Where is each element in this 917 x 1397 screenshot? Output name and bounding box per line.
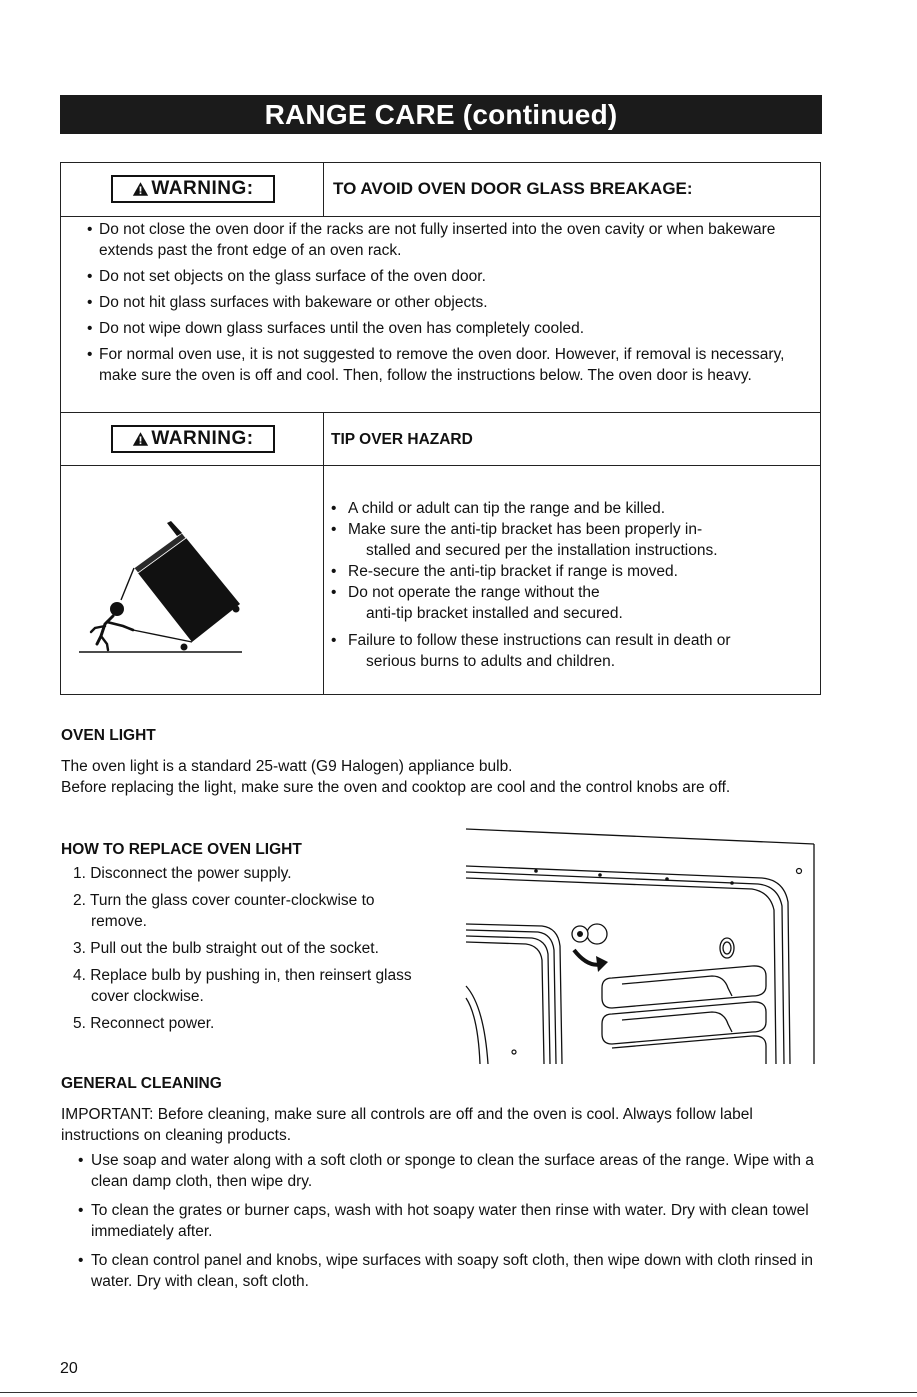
replace-light-title: HOW TO REPLACE OVEN LIGHT	[61, 841, 302, 858]
warning-triangle-icon	[132, 431, 149, 447]
list-item: • Do not wipe down glass surfaces until the oven has completely cooled.	[87, 318, 817, 339]
list-item: • Use soap and water along with a soft cloth or sponge to clean the surface areas of the range. Wipe with a clean damp cloth, then wipe dry.	[78, 1150, 828, 1192]
glass-warning-header-row	[61, 163, 820, 217]
step-item: 3. Pull out the bulb straight out of the socket.	[73, 940, 379, 957]
general-cleaning-list	[78, 1150, 828, 1300]
list-item	[331, 561, 811, 582]
warning-badge	[111, 175, 275, 203]
general-cleaning-title: GENERAL CLEANING	[61, 1075, 222, 1092]
tip-warning-body-row	[61, 466, 820, 695]
list-item: • For normal oven use, it is not suggested to remove the oven door. However, if removal is necessary, make sure the oven is off and cool. Then, follow the instructions below. The oven door is heavy.	[87, 344, 817, 386]
list-item: • Do not close the oven door if the racks are not fully inserted into the oven cavity or when bakeware extends past the front edge of an oven rack.	[87, 219, 817, 261]
tip-over-illustration-cell	[61, 466, 324, 695]
replace-light-steps	[73, 863, 433, 1040]
tip-warning-header-row	[61, 413, 820, 466]
list-item	[331, 519, 811, 561]
oven-light-line: Before replacing the light, make sure the oven and cooktop are cool and the control knobs are off.	[61, 779, 731, 796]
list-item-text: A child or adult can tip the range and be killed.	[348, 500, 666, 517]
oven-light-title: OVEN LIGHT	[61, 727, 156, 744]
list-item: • To clean the grates or burner caps, wash with hot soapy water then rinse with water. Dry with clean towel immediately after.	[78, 1200, 828, 1242]
tip-warning-heading: TIP OVER HAZARD	[331, 431, 473, 448]
tip-over-illustration	[61, 466, 324, 695]
step-item: 2. Turn the glass cover counter-clockwise to remove.	[73, 892, 375, 930]
page-title: RANGE CARE (continued)	[60, 95, 822, 134]
step-item: 1. Disconnect the power supply.	[73, 865, 292, 882]
warning-badge	[111, 425, 275, 453]
warning-table	[60, 162, 821, 695]
glass-warning-heading: TO AVOID OVEN DOOR GLASS BREAKAGE:	[333, 179, 693, 198]
list-item-text-continued: stalled and secured per the installation instructions.	[366, 542, 718, 559]
list-item	[331, 498, 811, 519]
warning-badge-label: WARNING:	[151, 428, 254, 449]
glass-warning-body-row	[61, 217, 820, 413]
glass-warning-list	[87, 219, 817, 391]
warning-triangle-icon	[132, 181, 149, 197]
step-item: 4. Replace bulb by pushing in, then reinsert glass cover clockwise.	[73, 967, 412, 1005]
list-item-text: Failure to follow these instructions can result in death or	[348, 632, 731, 649]
list-item-text: Make sure the anti-tip bracket has been properly in-	[348, 521, 703, 538]
list-item-text: Re-secure the anti-tip bracket if range is moved.	[348, 563, 678, 580]
list-item: • Do not hit glass surfaces with bakeware or other objects.	[87, 292, 817, 313]
list-item	[331, 630, 811, 672]
oven-light-description	[61, 756, 821, 798]
list-item-text-continued: serious burns to adults and children.	[366, 653, 616, 670]
tip-warning-list	[331, 498, 811, 672]
list-item: • To clean control panel and knobs, wipe surfaces with soapy soft cloth, then wipe down with cloth rinsed in water. Dry with clean, soft cloth.	[78, 1250, 828, 1292]
glass-warning-badge-cell	[61, 163, 324, 216]
oven-light-line: The oven light is a standard 25-watt (G9 Halogen) appliance bulb.	[61, 758, 513, 775]
step-item: 5. Reconnect power.	[73, 1015, 215, 1032]
list-item: • Do not set objects on the glass surface of the oven door.	[87, 266, 817, 287]
tip-warning-badge-cell	[61, 413, 324, 465]
oven-light-illustration	[462, 826, 822, 1066]
warning-badge-label: WARNING:	[151, 178, 254, 199]
page-number: 20	[60, 1360, 78, 1377]
list-item	[331, 582, 811, 624]
bottom-rule	[0, 1392, 917, 1393]
list-item-text: Do not operate the range without the	[348, 584, 600, 601]
general-cleaning-intro: IMPORTANT: Before cleaning, make sure all controls are off and the oven is cool. Always follow label instructions on cleaning products.	[61, 1106, 753, 1144]
list-item-text-continued: anti-tip bracket installed and secured.	[366, 605, 623, 622]
